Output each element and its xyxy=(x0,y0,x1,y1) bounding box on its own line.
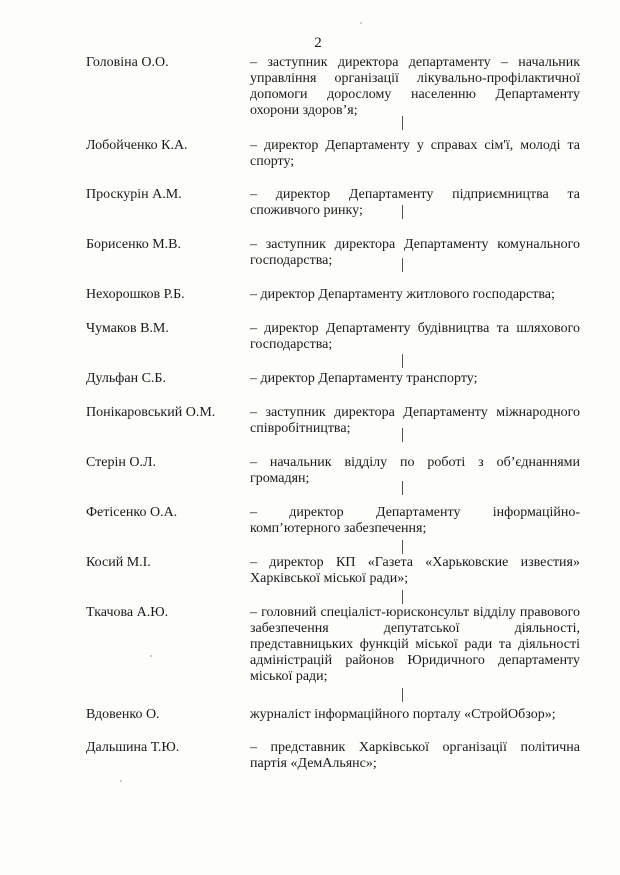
attendee-role: – заступник директора Департаменту міжнародного співробітництва; xyxy=(250,405,580,436)
scan-mark xyxy=(402,688,403,702)
attendee-name: Лобойченко К.А. xyxy=(86,138,188,153)
page-number: 2 xyxy=(314,35,322,51)
attendee-role: – директор Департаменту підприємництва та споживчого ринку; xyxy=(250,187,580,218)
attendee-role: – директор Департаменту у справах сім'ї, молоді та спорту; xyxy=(250,138,580,169)
scan-mark xyxy=(402,590,403,604)
scan-mark xyxy=(402,354,403,368)
scan-mark xyxy=(402,116,403,130)
attendee-name: Головіна О.О. xyxy=(86,55,169,70)
scan-speck xyxy=(150,655,152,657)
attendee-name: Чумаков В.М. xyxy=(86,321,169,336)
attendee-role: – директор Департаменту житлового господарства; xyxy=(250,287,555,302)
attendee-name: Косий М.І. xyxy=(86,555,151,570)
attendee-role: – директор Департаменту транспорту; xyxy=(250,371,478,386)
attendee-role: – начальник відділу по роботі з об’єднаннями громадян; xyxy=(250,455,580,486)
scan-mark xyxy=(402,481,403,495)
attendee-role: – директор КП «Газета «Харьковские известия» Харківської міської ради»; xyxy=(250,555,580,586)
scan-mark xyxy=(402,540,403,554)
attendee-name: Ткачова А.Ю. xyxy=(86,605,169,620)
attendee-role: – директор Департаменту будівництва та шляхового господарства; xyxy=(250,321,580,352)
attendee-name: Нехорошков Р.Б. xyxy=(86,287,185,302)
attendee-role: – директор Департаменту інформаційно-комп’ютерного забезпечення; xyxy=(250,505,580,536)
scan-speck xyxy=(120,780,122,782)
attendee-role: – заступник директора департаменту – начальник управління організації лікувально-профілактичної допомоги дорослому населенню Департаменту охорони здоров’я; xyxy=(250,55,580,118)
scan-mark xyxy=(402,258,403,272)
attendee-name: Стерін О.Л. xyxy=(86,455,156,470)
attendee-name: Вдовенко О. xyxy=(86,707,160,722)
scan-mark xyxy=(402,428,403,442)
attendee-name: Дальшина Т.Ю. xyxy=(86,740,180,755)
attendee-name: Борисенко М.В. xyxy=(86,237,181,252)
scan-mark xyxy=(402,205,403,219)
attendee-name: Дульфан С.Б. xyxy=(86,371,166,386)
scan-speck xyxy=(360,22,362,24)
attendee-name: Понікаровський О.М. xyxy=(86,405,216,420)
attendee-role: – представник Харківської організації політична партія «ДемАльянс»; xyxy=(250,740,580,771)
attendee-role: – головний спеціаліст-юрисконсульт відділу правового забезпечення депутатської діяльності, представницьких функцій міської ради та діяльності адміністрацій районов Юридичного департаменту міської ради; xyxy=(250,605,580,684)
attendee-name: Фетісенко О.А. xyxy=(86,505,178,520)
attendee-role: журналіст інформаційного порталу «СтройОбзор»; xyxy=(250,707,556,722)
attendee-role: – заступник директора Департаменту комунального господарства; xyxy=(250,237,580,268)
attendee-name: Проскурін А.М. xyxy=(86,187,182,202)
